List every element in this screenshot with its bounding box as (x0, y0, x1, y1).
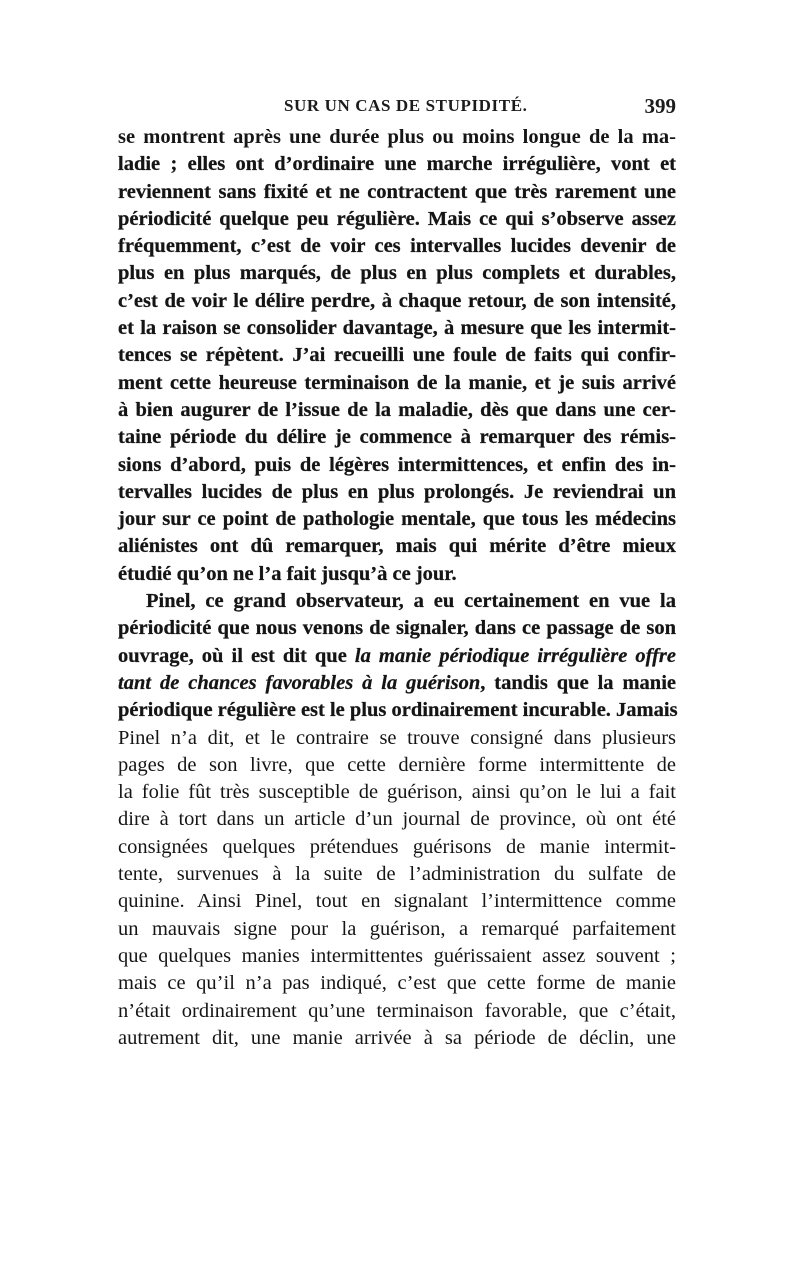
text-line: pages de son livre, que cette dernière forme intermittente de (118, 753, 676, 776)
text-line: taine période du délire je commence à remarquer des rémis- (118, 426, 676, 449)
text-line: consignées quelques prétendues guérisons de manie intermit- (118, 835, 676, 858)
text-line: se montrent après une durée plus ou moins longue de la ma- (118, 126, 676, 148)
text-line: périodicité que nous venons de signaler, dans ce passage de son (118, 617, 676, 640)
page-header (118, 92, 678, 122)
text-line: périodique régulière est le plus ordinairement incurable. Jamais (118, 699, 678, 722)
italic-quote: la manie périodique irrégulière offre (354, 644, 677, 667)
text-line: plus en plus marqués, de plus en plus complets et durables, (118, 262, 676, 285)
text-line: mais ce qu’il n’a pas indiqué, c’est que cette forme de manie (118, 972, 676, 995)
text-line: Pinel, ce grand observateur, a eu certainement en vue la (146, 590, 676, 613)
text-line (118, 670, 676, 697)
running-head: SUR UN CAS DE STUPIDITÉ. (284, 96, 528, 115)
text-line: tences se répètent. J’ai recueilli une foule de faits qui confir- (118, 344, 676, 367)
text-line: à bien augurer de l’issue de la maladie, dès que dans une cer- (118, 398, 676, 421)
text-line: et la raison se consolider davantage, à mesure que les intermit- (118, 317, 676, 340)
text-line: la folie fût très susceptible de guérison, ainsi qu’on le lui a fait (118, 781, 676, 804)
text-line: périodicité quelque peu régulière. Mais ce qui s’observe assez (118, 207, 676, 230)
body-text (118, 124, 676, 1052)
text-line: n’était ordinairement qu’une terminaison favorable, que c’était, (118, 999, 676, 1022)
text-line: tervalles lucides de plus en plus prolongés. Je reviendrai un (118, 480, 676, 503)
text-line: aliénistes ont dû remarquer, mais qui mérite d’être mieux (118, 535, 676, 558)
text-line: c’est de voir le délire perdre, à chaque retour, de son intensité, (118, 289, 676, 312)
text-line: ladie ; elles ont d’ordinaire une marche irrégulière, vont et (118, 153, 676, 176)
text-line: Pinel n’a dit, et le contraire se trouve consigné dans plusieurs (118, 726, 676, 749)
page-number: 399 (644, 94, 676, 118)
text-segment: ouvrage, où il est dit que (118, 644, 355, 667)
text-line: étudié qu’on ne l’a fait jusqu’à ce jour. (118, 562, 457, 585)
text-line: tente, survenues à la suite de l’administration du sulfate de (118, 863, 676, 886)
text-line: dire à tort dans un article d’un journal de province, où ont été (118, 808, 676, 831)
text-segment: , tandis que la manie (480, 671, 676, 694)
italic-quote: tant de chances favorables à la guérison (118, 671, 481, 694)
text-line: fréquemment, c’est de voir ces intervalles lucides devenir de (118, 235, 676, 258)
text-line: quinine. Ainsi Pinel, tout en signalant l’intermittence comme (118, 890, 676, 913)
text-line: que quelques manies intermittentes guérissaient assez souvent ; (118, 944, 676, 967)
text-line: jour sur ce point de pathologie mentale, que tous les médecins (118, 508, 676, 531)
text-line: sions d’abord, puis de légères intermittences, et enfin des in- (118, 453, 676, 476)
text-line (118, 643, 676, 670)
text-line: un mauvais signe pour la guérison, a remarqué parfaitement (118, 917, 676, 940)
text-line: autrement dit, une manie arrivée à sa période de déclin, une (118, 1026, 676, 1049)
text-line: ment cette heureuse terminaison de la manie, et je suis arrivé (118, 371, 676, 394)
text-line: reviennent sans fixité et ne contractent que très rarement une (118, 180, 676, 203)
